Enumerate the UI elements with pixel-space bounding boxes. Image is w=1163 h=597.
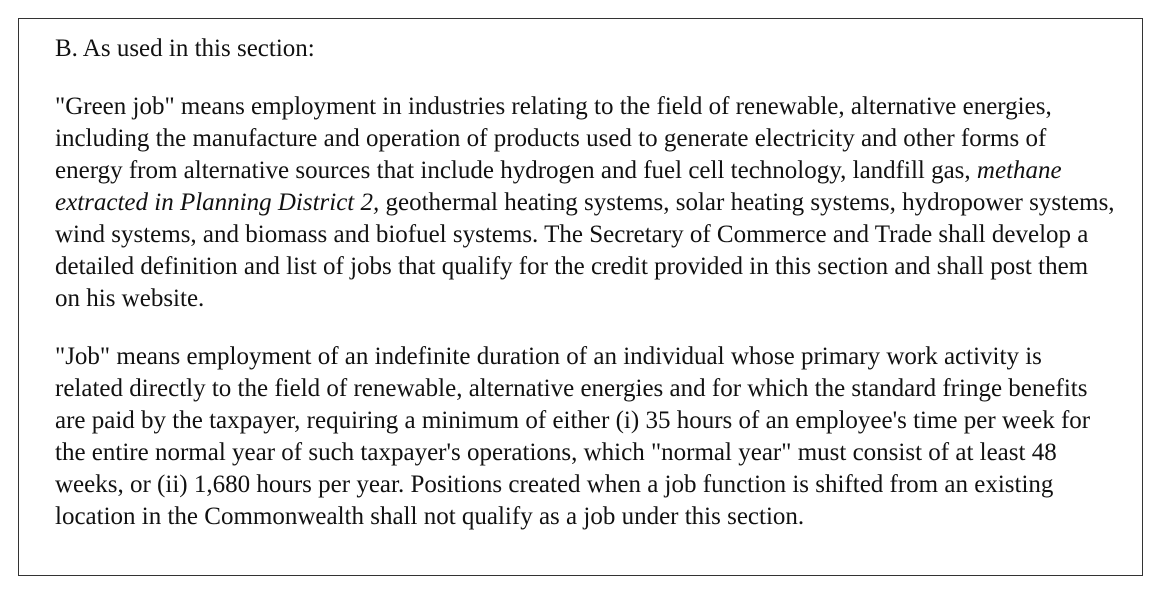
section-heading: B. As used in this section:	[55, 35, 315, 62]
green-job-italic-insertion: methane extracted in Planning District 2,	[55, 157, 1062, 216]
green-job-definition	[55, 91, 1115, 315]
green-job-text-start: "Green job" means employment in industries relating to the field of renewable, alternative energies, including the manufacture and operation of products used to generate electricity and other forms of energy from alternative sources that include hydrogen and fuel cell technology, landfill gas,	[55, 93, 1052, 184]
document-body	[55, 33, 1115, 533]
job-definition: "Job" means employment of an indefinite duration of an individual whose primary work activity is related directly to the field of renewable, alternative energies and for which the standard fringe benefits are paid by the taxpayer, requiring a minimum of either (i) 35 hours of an employee's time per week for the entire normal year of such taxpayer's operations, which "normal year" must consist of at least 48 weeks, or (ii) 1,680 hours per year. Positions created when a job function is shifted from an existing location in the Commonwealth shall not qualify as a job under this section.	[55, 343, 1091, 530]
green-job-text-end: geothermal heating systems, solar heating systems, hydropower systems, wind systems, and biomass and biofuel systems. The Secretary of Commerce and Trade shall develop a detailed definition and list of jobs that qualify for the credit provided in this section and shall post them on his website.	[55, 189, 1115, 312]
